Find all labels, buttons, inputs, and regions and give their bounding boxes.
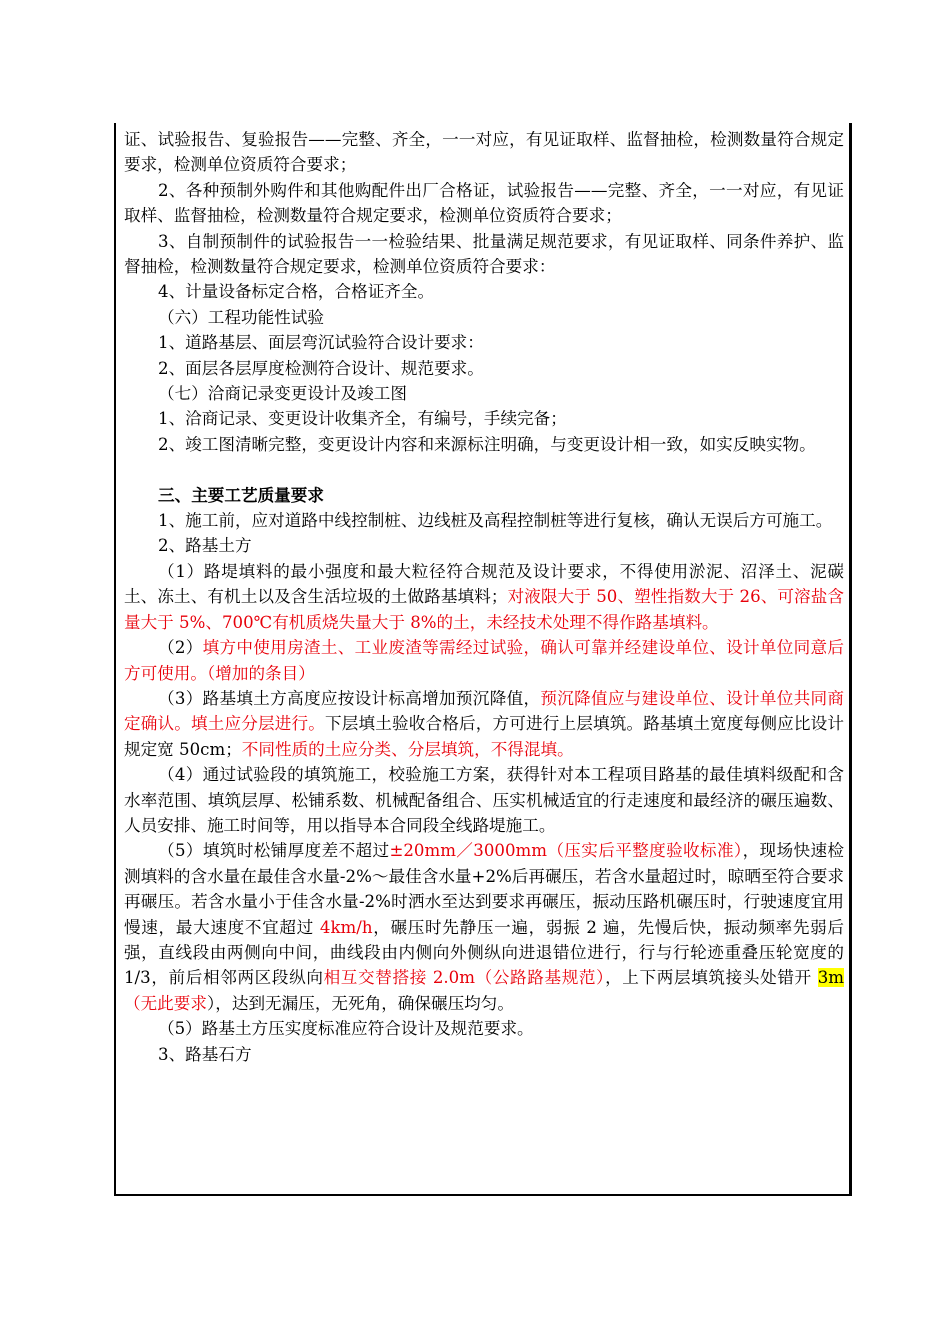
text-segment: （七）洽商记录变更设计及竣工图	[158, 384, 407, 404]
text-segment: 1、道路基层、面层弯沉试验符合设计要求：	[158, 333, 484, 353]
highlighted-text-red: 4km/h	[319, 917, 373, 937]
text-segment: ，上下两层填筑接头处错开	[605, 968, 818, 988]
text-segment: ），达到无漏压，无死角，确保碾压均匀。	[206, 993, 514, 1013]
text-segment: （5）填筑时松铺厚度差不超过	[158, 841, 390, 861]
paragraph	[124, 406, 844, 431]
text-segment: （2）	[158, 638, 203, 658]
text-segment: ，碾压时先静压一遍，弱振 2 遍，先慢后快，振动频率先弱后强，直线段由两侧向中间，曲线段由内侧向外侧纵向进退错位进行，行与行轮迹重叠压轮宽度的 1/3，前后相邻两区段纵向	[124, 917, 844, 988]
document-body	[124, 127, 844, 1067]
text-segment: （4）通过试验段的填筑施工，校验施工方案，获得针对本工程项目路基的最佳填料级配和含水率范围、填筑层厚、松铺系数、机械配备组合、压实机械适宜的行走速度和最经济的碾压遍数、人员安排、施工时间等，用以指导本合同段全线路堤施工。	[124, 765, 844, 835]
paragraph	[124, 559, 844, 635]
text-segment: ，现场快速检测填料的含水量在最佳含水量-2%～最佳含水量+2%后再碾压，若含水量超过时，晾晒至符合要求再碾压。若含水量小于佳含水量-2%时洒水至达到要求再碾压，振动压路机碾压时，行驶速度宜用慢速，最大速度不宜超过	[124, 841, 844, 937]
paragraph	[124, 381, 844, 406]
paragraph	[124, 508, 844, 533]
highlighted-text-red: 填方中使用房渣土、工业废渣等需经过试验，确认可靠并经建设单位、设计单位同意后方可使用。（增加的条目）	[124, 638, 844, 683]
text-segment: （3）路基填土方高度应按设计标高增加预沉降值，	[158, 688, 541, 708]
highlighted-text-red: ±20mm／3000mm（压实后平整度验收标准）	[389, 841, 743, 861]
paragraph	[124, 305, 844, 330]
paragraph	[124, 279, 844, 304]
highlighted-text-red: 预沉降值应与建设单位、设计单位共同商定确认。填土应分层进行。	[124, 688, 845, 734]
text-segment: （1）路堤填料的最小强度和最大粒径符合规范及设计要求，不得使用淤泥、沼泽土、泥碳土、冻土、有机土以及含生活垃圾的土做路基填料；	[124, 561, 844, 607]
text-segment: （5）路基土方压实度标准应符合设计及规范要求。	[158, 1019, 534, 1039]
text-segment: 3、路基石方	[158, 1044, 252, 1064]
highlighted-text-red: 不同性质的土应分类、分层填筑，不得混填。	[241, 739, 574, 759]
text-segment: 三、主要工艺质量要求	[158, 484, 324, 505]
paragraph	[124, 432, 844, 457]
highlighted-text-red: 相互交替搭接 2.0m（公路路基规范）	[323, 968, 606, 988]
text-segment: 2、竣工图清晰完整，变更设计内容和来源标注明确，与变更设计相一致，如实反映实物。	[158, 434, 816, 454]
paragraph	[124, 1016, 844, 1041]
blank-line	[124, 457, 844, 482]
paragraph	[124, 127, 844, 178]
highlighted-text-red: 对液限大于 50、塑性指数大于 26、可溶盐含量大于 5%、700℃有机质烧失量大于 8%的土，未经技术处理不得作路基填料。	[124, 587, 845, 632]
text-segment: （六）工程功能性试验	[158, 307, 324, 327]
text-segment: 2、面层各层厚度检测符合设计、规范要求。	[158, 358, 484, 378]
text-segment: 2、路基土方	[158, 536, 252, 556]
paragraph	[124, 762, 844, 838]
highlighted-text-yellow: 3m	[817, 968, 844, 988]
highlighted-text-red: （无此要求	[124, 993, 207, 1013]
text-segment: 2、各种预制外购件和其他购配件出厂合格证，试验报告——完整、齐全，一一对应，有见证取样、监督抽检，检测数量符合规定要求，检测单位资质符合要求；	[124, 180, 844, 226]
text-segment: 3、自制预制件的试验报告一一检验结果、批量满足规范要求，有见证取样、同条件养护、监督抽检，检测数量符合规定要求，检测单位资质符合要求：	[124, 231, 844, 277]
text-segment: 下层填土验收合格后，方可进行上层填筑。路基填土宽度每侧应比设计规定宽 50cm；	[124, 714, 845, 759]
paragraph	[124, 229, 844, 280]
section-heading	[124, 483, 844, 508]
text-segment: 1、洽商记录、变更设计收集齐全，有编号，手续完备；	[158, 409, 567, 429]
paragraph	[124, 686, 844, 762]
paragraph	[124, 1042, 844, 1067]
paragraph	[124, 330, 844, 355]
paragraph	[124, 533, 844, 558]
paragraph	[124, 356, 844, 381]
text-segment: 证、试验报告、复验报告——完整、齐全，一一对应，有见证取样、监督抽检，检测数量符合规定要求，检测单位资质符合要求；	[124, 130, 844, 175]
paragraph	[124, 838, 844, 1016]
paragraph	[124, 178, 844, 229]
paragraph	[124, 635, 844, 686]
text-segment: 4、计量设备标定合格，合格证齐全。	[158, 282, 435, 302]
text-segment: 1、施工前，应对道路中线控制桩、边线桩及高程控制桩等进行复核，确认无误后方可施工。	[158, 511, 833, 531]
